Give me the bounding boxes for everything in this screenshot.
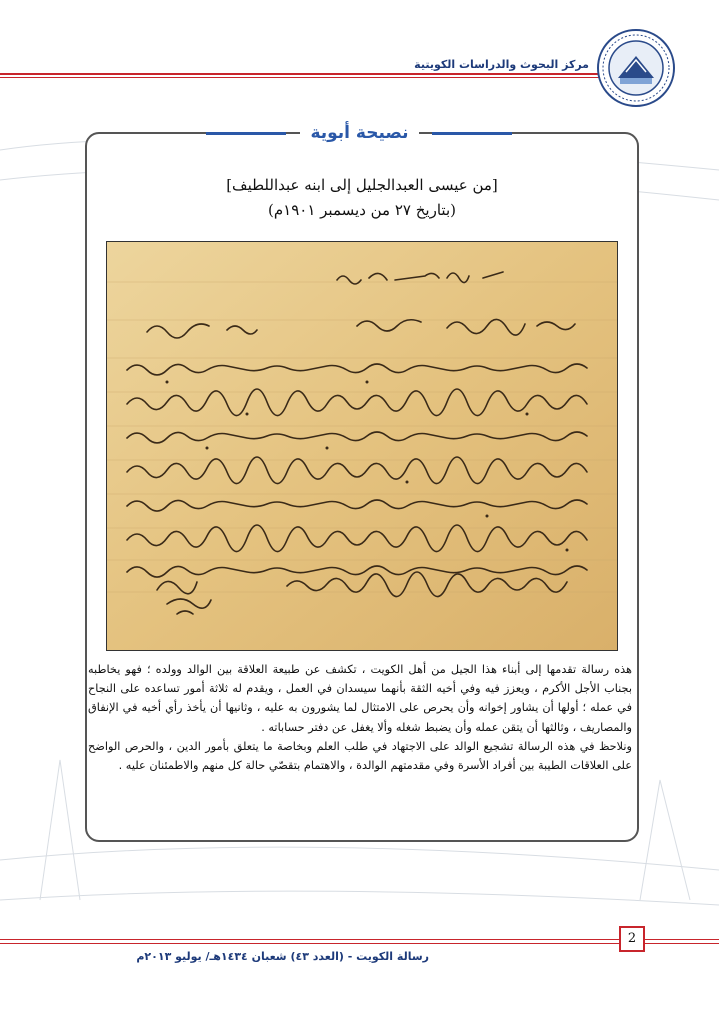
org-name: مركز البحوث والدراسات الكويتية: [414, 58, 589, 71]
footer-rule: [0, 939, 719, 940]
footer-rule-second: [0, 943, 719, 944]
title-rule-left: [206, 132, 286, 135]
letter-heading-from: [من عيسى العبدالجليل إلى ابنه عبداللطيف]: [226, 176, 498, 194]
section-title: نصيحة أبوية: [300, 123, 418, 143]
center-seal-logo: [596, 28, 676, 108]
header-rule: [0, 73, 600, 81]
letter-heading-date: (بتاريخ ٢٧ من ديسمبر ١٩٠١م): [268, 201, 456, 219]
paragraph-1: هذه رسالة تقدمها إلى أبناء هذا الجيل من أهل الكويت ، تكشف عن طبيعة العلاقة بين الوالد وولده ؛ فهو يخاطبه بجناب الأجل الأكرم ، ويعزز فيه وفي أخيه الثقة بأنهما سيسدان في العمل ، ويقدم له ثلاثة أمور تساعده على النجاح في عمله ؛ أولها أن يشاور إخوانه وأن يحرص على الامتثال لما يشورون به عليه ، وثانيها أن يأخذ رأي أخيه في الإنفاق والمصاريف ، وثالثها أن يتقن عمله وأن يضبط شغله وألا يغفل عن دفتر حساباته .: [88, 663, 632, 734]
commentary-text: [88, 660, 632, 775]
title-rule-right: [432, 132, 512, 135]
issue-info: رسالة الكويت - (العدد ٤٣) شعبان ١٤٣٤هـ/ يوليو ٢٠١٣م: [136, 950, 429, 963]
page-number: 2: [619, 926, 645, 952]
paragraph-2: ونلاحظ في هذه الرسالة تشجيع الوالد على الاجتهاد في طلب العلم وبخاصة ما يتعلق بأمور الدين ، والحرص الواضح على العلاقات الطيبة بين أفراد الأسرة وفي مقدمتهم الوالدة ، والاهتمام بتقصّي حالة كل منهم والاطمئنان عليه .: [88, 739, 632, 773]
handwritten-letter-image: [106, 241, 618, 651]
